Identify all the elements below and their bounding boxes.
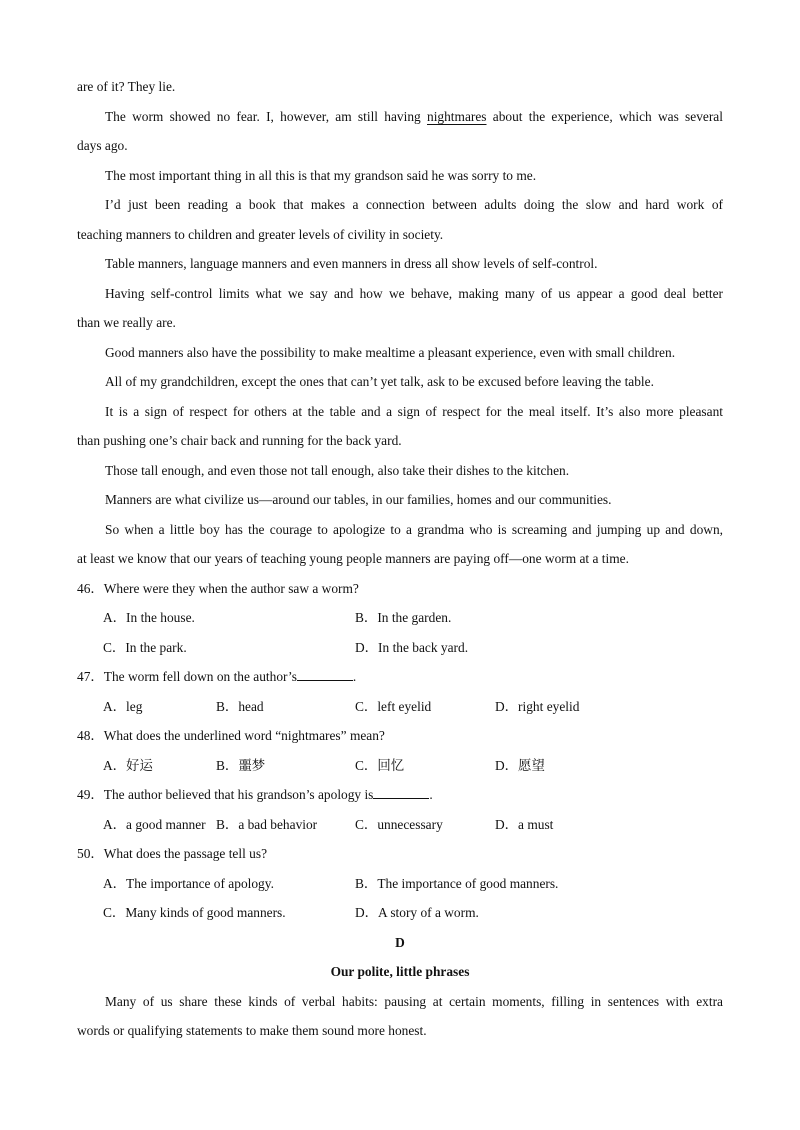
option-b: B．The importance of good manners.: [355, 875, 559, 891]
passage-line: at least we know that our years of teaching young people manners are paying off—one worm at a time.: [77, 551, 629, 566]
passage-line: So when a little boy has the courage to apologize to a grandma who is screaming and jumping up and down,: [105, 521, 723, 537]
passage-line: The most important thing in all this is that my grandson said he was sorry to me.: [105, 167, 537, 183]
passage-line: Having self-control limits what we say and how we behave, making many of us appear a good deal better: [105, 285, 723, 301]
question-49-options: [77, 810, 723, 840]
passage-line: teaching manners to children and greater levels of civility in society.: [77, 226, 444, 242]
passage-line: Many of us share these kinds of verbal habits: pausing at certain moments, filling in sentences with extra: [105, 993, 723, 1009]
section-letter: D: [395, 934, 405, 950]
passage-line: Good manners also have the possibility to make mealtime a pleasant experience, even with small children.: [105, 344, 676, 360]
question-50-options-row-2: [77, 898, 723, 928]
underlined-word: nightmares: [427, 108, 487, 124]
passage-line: than pushing one’s chair back and running for the back yard.: [77, 433, 402, 448]
question-46-stem: 46．Where were they when the author saw a worm?: [77, 580, 359, 596]
option-b: B．head: [216, 698, 264, 714]
option-b: B．噩梦: [216, 757, 266, 773]
passage-line: Table manners, language manners and even manners in dress all show levels of self-control.: [105, 256, 598, 271]
option-b: B．In the garden.: [355, 610, 452, 625]
answer-blank: [297, 668, 353, 681]
answer-blank: [373, 786, 429, 799]
passage-line: All of my grandchildren, except the ones that can’t yet talk, ask to be excused before leaving the table.: [105, 374, 654, 389]
option-b: B．a bad behavior: [216, 816, 318, 832]
passage-line: It is a sign of respect for others at the table and a sign of respect for the meal itself. It’s also more pleasant: [105, 403, 723, 419]
option-a: A．leg: [103, 698, 143, 714]
option-c: C．unnecessary: [355, 816, 443, 832]
option-d: D．愿望: [495, 757, 545, 773]
option-c: C．Many kinds of good manners.: [103, 905, 286, 920]
option-d: D．In the back yard.: [355, 639, 469, 655]
document-page: [77, 72, 723, 1046]
question-47-options: [77, 692, 723, 722]
option-c: C．In the park.: [103, 639, 187, 655]
section-title: Our polite, little phrases: [330, 964, 470, 979]
passage-line: Those tall enough, and even those not tall enough, also take their dishes to the kitchen.: [105, 462, 570, 478]
passage-line: Manners are what civilize us—around our tables, in our families, homes and our communities.: [105, 492, 612, 507]
question-46-options-row-2: [77, 633, 723, 663]
option-d: D．A story of a worm.: [355, 905, 479, 920]
option-a: A．In the house.: [103, 610, 195, 625]
question-46-options-row-1: [77, 603, 723, 633]
option-a: A．The importance of apology.: [103, 875, 274, 891]
option-c: C．回忆: [355, 757, 405, 773]
question-50-stem: 50．What does the passage tell us?: [77, 846, 268, 861]
passage-line: days ago.: [77, 138, 128, 153]
question-48-stem: 48．What does the underlined word “nightmares” mean?: [77, 728, 385, 743]
question-47-stem: 47．The worm fell down on the author’s .: [77, 669, 357, 684]
question-49-stem: 49．The author believed that his grandson’s apology is .: [77, 787, 433, 802]
passage-line: The worm showed no fear. I, however, am still having nightmares about the experience, which was several: [105, 108, 723, 124]
option-a: A．好运: [103, 757, 153, 773]
option-c: C．left eyelid: [355, 698, 432, 714]
passage-line: I’d just been reading a book that makes a connection between adults doing the slow and hard work of: [105, 197, 723, 212]
option-d: D．a must: [495, 816, 554, 832]
question-48-options: [77, 751, 723, 781]
passage-line: are of it? They lie.: [77, 79, 176, 94]
passage-line: words or qualifying statements to make them sound more honest.: [77, 1023, 427, 1038]
option-a: A．a good manner: [103, 816, 206, 832]
option-d: D．right eyelid: [495, 698, 580, 714]
passage-line: than we really are.: [77, 315, 176, 330]
question-50-options-row-1: [77, 869, 723, 899]
